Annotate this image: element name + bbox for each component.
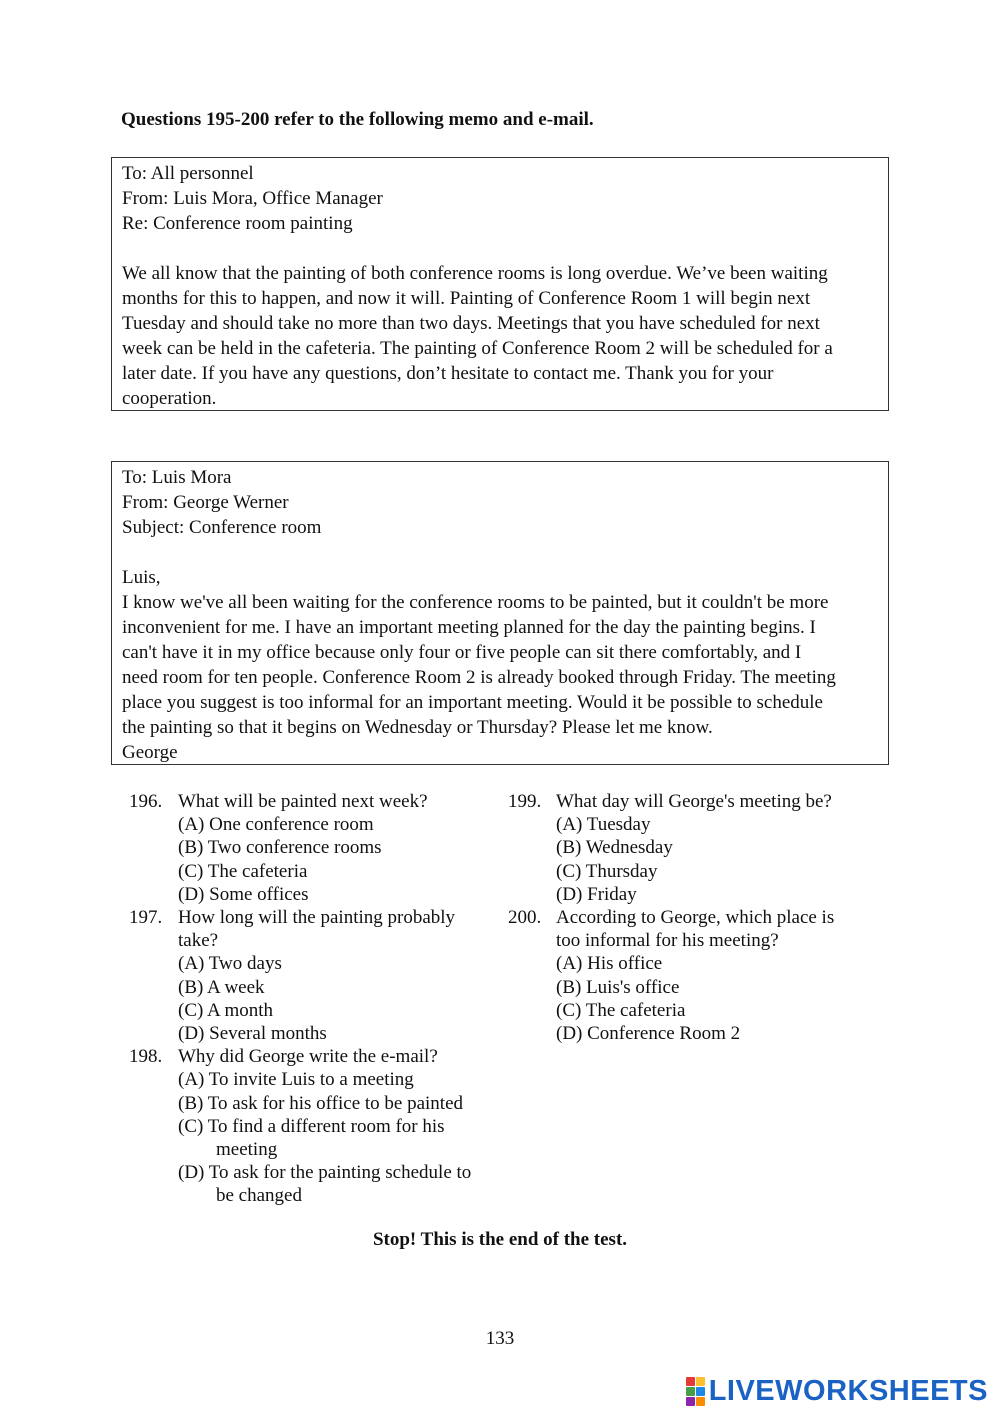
question-196 — [129, 790, 499, 906]
memo-body-line: later date. If you have any questions, don’t hesitate to contact me. Thank you for your — [122, 363, 774, 384]
question-number: 197. — [129, 907, 163, 929]
option-d[interactable]: (D) Several months — [178, 1023, 327, 1045]
logo-square — [686, 1387, 695, 1396]
option-b[interactable]: (B) Wednesday — [556, 837, 673, 859]
option-b[interactable]: (B) To ask for his office to be painted — [178, 1092, 464, 1114]
question-text-continued: too informal for his meeting? — [556, 930, 779, 952]
email-box — [111, 461, 889, 765]
option-b[interactable]: (B) Two conference rooms — [178, 837, 382, 859]
question-198 — [129, 1045, 499, 1207]
questions-left-column — [129, 790, 499, 1208]
option-d[interactable]: (D) Conference Room 2 — [556, 1023, 741, 1045]
page-number: 133 — [485, 1328, 515, 1349]
option-c[interactable] — [129, 1115, 499, 1161]
section-heading: Questions 195-200 refer to the following memo and e-mail. — [121, 109, 594, 130]
question-text: What will be painted next week? — [178, 791, 428, 812]
logo-square — [696, 1387, 705, 1396]
memo-from: From: Luis Mora, Office Manager — [122, 188, 383, 209]
memo-body-line: week can be held in the cafeteria. The painting of Conference Room 2 will be scheduled for a — [122, 338, 833, 359]
email-greeting: Luis, — [122, 567, 161, 588]
option-a[interactable]: (A) One conference room — [178, 814, 374, 836]
end-of-test-notice: Stop! This is the end of the test. — [372, 1229, 628, 1250]
option-d[interactable]: (D) Some offices — [178, 883, 309, 905]
logo-square — [686, 1377, 695, 1386]
memo-spacer — [122, 236, 878, 261]
option-c-line2: meeting — [216, 1139, 278, 1161]
question-text-continued: take? — [178, 930, 219, 952]
option-c[interactable]: (C) Thursday — [556, 860, 658, 882]
question-197 — [129, 906, 499, 1045]
memo-body-line: Tuesday and should take no more than two days. Meetings that you have scheduled for next — [122, 313, 820, 334]
option-d[interactable]: (D) Friday — [556, 883, 637, 905]
option-c[interactable]: (C) The cafeteria — [178, 860, 308, 882]
option-c-line1: (C) To find a different room for his — [178, 1115, 445, 1137]
email-from: From: George Werner — [122, 492, 289, 513]
question-number: 198. — [129, 1046, 163, 1068]
question-text: Why did George write the e-mail? — [178, 1046, 438, 1068]
question-text: How long will the painting probably — [178, 907, 456, 929]
option-a[interactable]: (A) To invite Luis to a meeting — [178, 1069, 414, 1091]
memo-body-line: months for this to happen, and now it will. Painting of Conference Room 1 will begin next — [122, 288, 811, 309]
option-c[interactable]: (C) A month — [178, 999, 274, 1021]
question-text: What day will George's meeting be? — [556, 791, 832, 812]
email-to: To: Luis Mora — [122, 467, 232, 488]
option-a[interactable]: (A) Tuesday — [556, 814, 651, 836]
email-body-line: the painting so that it begins on Wednesday or Thursday? Please let me know. — [122, 717, 713, 738]
liveworksheets-brand[interactable] — [686, 1374, 988, 1408]
email-body-line: place you suggest is too informal for an important meeting. Would it be possible to schedule — [122, 692, 823, 713]
question-199 — [508, 790, 878, 906]
option-b[interactable]: (B) Luis's office — [556, 976, 680, 998]
email-signature: George — [122, 742, 178, 763]
logo-square — [696, 1377, 705, 1386]
option-a[interactable]: (A) His office — [556, 953, 663, 975]
memo-box — [111, 157, 889, 411]
option-d[interactable] — [129, 1161, 499, 1207]
memo-body-line: cooperation. — [122, 388, 217, 409]
question-number: 199. — [508, 791, 542, 812]
option-a[interactable]: (A) Two days — [178, 953, 282, 975]
question-number: 200. — [508, 907, 542, 929]
email-subject: Subject: Conference room — [122, 517, 322, 538]
memo-body-line: We all know that the painting of both conference rooms is long overdue. We’ve been waiting — [122, 263, 828, 284]
memo-re: Re: Conference room painting — [122, 213, 353, 234]
questions-right-column — [508, 790, 878, 1045]
question-number: 196. — [129, 791, 163, 812]
email-body-line: can't have it in my office because only four or five people can sit there comfortably, and I — [122, 642, 802, 663]
brand-name: LIVEWORKSHEETS — [708, 1374, 988, 1407]
question-text: According to George, which place is — [556, 907, 835, 929]
question-200 — [508, 906, 878, 1045]
memo-to: To: All personnel — [122, 163, 254, 184]
option-d-line2: be changed — [216, 1185, 302, 1207]
email-body-line: I know we've all been waiting for the conference rooms to be painted, but it couldn't be more — [122, 592, 829, 613]
logo-square — [686, 1397, 695, 1406]
email-spacer — [122, 540, 878, 565]
logo-square — [696, 1397, 705, 1406]
email-body-line: need room for ten people. Conference Room 2 is already booked through Friday. The meeting — [122, 667, 836, 688]
option-c[interactable]: (C) The cafeteria — [556, 999, 686, 1021]
option-b[interactable]: (B) A week — [178, 976, 265, 998]
liveworksheets-logo-icon — [686, 1377, 705, 1406]
option-d-line1: (D) To ask for the painting schedule to — [178, 1162, 472, 1184]
email-body-line: inconvenient for me. I have an important meeting planned for the day the painting begins. I — [122, 617, 816, 638]
